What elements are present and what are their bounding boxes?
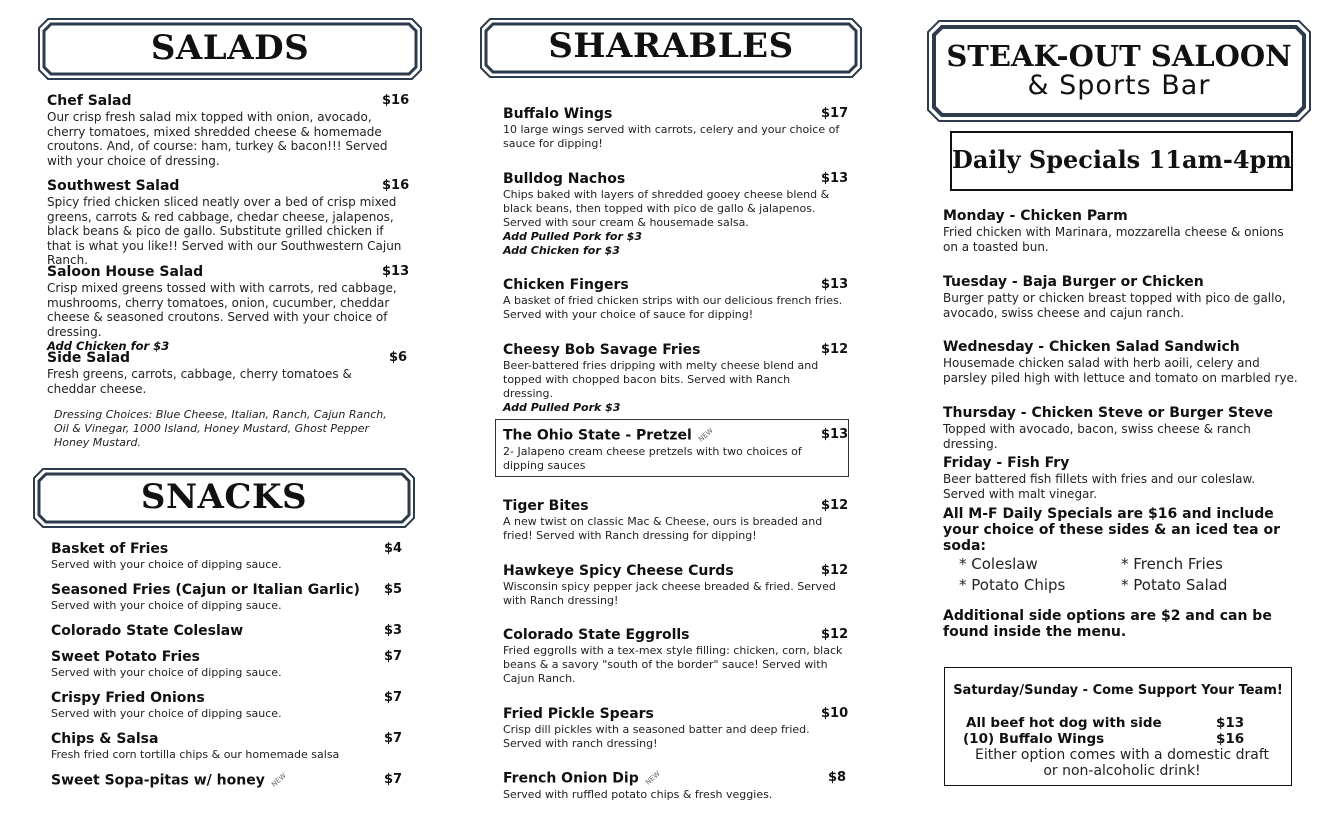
special-day-description: Fried chicken with Marinara, mozzarella cheese & onions on a toasted bun. bbox=[943, 225, 1284, 254]
special-day bbox=[943, 339, 1298, 386]
item-price: $12 bbox=[821, 342, 849, 357]
item-name: Hawkeye Spicy Cheese Curds bbox=[503, 563, 734, 579]
item-name: Chips & Salsa bbox=[51, 731, 159, 747]
item-price: $7 bbox=[384, 690, 403, 705]
item-name: Side Salad bbox=[47, 350, 131, 366]
item-name-text: The Ohio State - Pretzel bbox=[503, 427, 692, 444]
snack-item bbox=[51, 731, 401, 762]
item-name: Bulldog Nachos bbox=[503, 171, 626, 187]
special-day-description: Burger patty or chicken breast topped with pico de gallo, avocado, swiss cheese and cajun ranch. bbox=[943, 291, 1286, 320]
side-option: * Potato Salad bbox=[1121, 576, 1228, 594]
brand-banner bbox=[927, 20, 1311, 122]
special-day bbox=[943, 455, 1298, 502]
special-day bbox=[943, 208, 1298, 255]
special-day-title: Thursday - Chicken Steve or Burger Steve bbox=[943, 405, 1273, 421]
sharable-item bbox=[503, 171, 849, 258]
special-day bbox=[943, 274, 1298, 321]
item-name: Seasoned Fries (Cajun or Italian Garlic) bbox=[51, 582, 360, 598]
sharable-item bbox=[503, 426, 849, 473]
sharable-item bbox=[503, 769, 847, 802]
item-description: Served with your choice of dipping sauce. bbox=[51, 558, 282, 571]
item-name: Southwest Salad bbox=[47, 178, 180, 194]
sharable-item bbox=[503, 563, 849, 608]
item-addon: Add Pulled Pork $3 bbox=[503, 401, 621, 414]
item-description: Crisp mixed greens tossed with with carrots, red cabbage, mushrooms, cherry tomatoes, onion, cucumber, cheddar cheese & seasoned croutons. Served with your choice of dressing. bbox=[47, 281, 397, 339]
brand-name: STEAK-OUT SALOON bbox=[946, 39, 1292, 73]
item-description: Spicy fried chicken sliced neatly over a bed of crisp mixed greens, carrots & red cabbage, chedar cheese, jalapenos, black beans & pico de gallo. Substitute grilled chicken if that is what you like!! Served with our Southwestern Cajun Ranch. bbox=[47, 195, 402, 267]
item-description: Served with ruffled potato chips & fresh veggies. bbox=[503, 787, 773, 801]
item-price: $4 bbox=[384, 541, 403, 556]
item-name bbox=[51, 772, 401, 790]
item-addon: Add Chicken for $3 bbox=[503, 244, 620, 257]
new-badge: NEW bbox=[696, 426, 715, 444]
item-price: $13 bbox=[821, 427, 849, 442]
item-name bbox=[503, 770, 843, 788]
item-name-text: French Onion Dip bbox=[503, 770, 639, 787]
item-price: $3 bbox=[384, 623, 403, 638]
item-price: $17 bbox=[821, 106, 849, 121]
item-description: Served with your choice of dipping sauce. bbox=[51, 707, 282, 720]
item-name: Colorado State Eggrolls bbox=[503, 627, 690, 643]
snack-item bbox=[51, 541, 401, 572]
sharable-item bbox=[503, 706, 849, 751]
weekend-item-price: $16 bbox=[1216, 731, 1245, 747]
weekend-item bbox=[963, 731, 1263, 747]
salads-banner bbox=[38, 18, 422, 80]
weekend-item-name: (10) Buffalo Wings bbox=[963, 731, 1105, 747]
item-description: A basket of fried chicken strips with our delicious french fries. Served with your choice of sauce for dipping! bbox=[503, 294, 843, 321]
sharable-item bbox=[503, 277, 849, 322]
item-price: $6 bbox=[389, 350, 408, 365]
salad-item bbox=[47, 178, 410, 268]
item-description: 10 large wings served with carrots, celery and your choice of sauce for dipping! bbox=[503, 123, 840, 150]
item-price: $7 bbox=[384, 731, 403, 746]
item-name: Colorado State Coleslaw bbox=[51, 623, 244, 639]
special-day-title: Friday - Fish Fry bbox=[943, 455, 1070, 471]
sharable-item bbox=[503, 627, 849, 686]
item-description: Chips baked with layers of shredded gooey cheese blend & black beans, then topped with pico de gallo & jalapenos. Served with sour cream & housemade salsa. bbox=[503, 188, 830, 229]
special-day-description: Beer battered fish fillets with fries and our coleslaw. Served with malt vinegar. bbox=[943, 472, 1256, 501]
item-description: A new twist on classic Mac & Cheese, ours is breaded and fried! Served with Ranch dressing for dipping! bbox=[503, 515, 823, 542]
sharable-item bbox=[503, 106, 849, 151]
item-name: Basket of Fries bbox=[51, 541, 169, 557]
sharable-item bbox=[503, 498, 849, 543]
item-name-text: Sweet Sopa-pitas w/ honey bbox=[51, 772, 265, 789]
sharables-banner bbox=[480, 18, 862, 78]
sharable-item bbox=[503, 342, 849, 415]
snack-item bbox=[51, 649, 401, 680]
sharables-title: SHARABLES bbox=[548, 26, 794, 66]
weekend-title: Saturday/Sunday - Come Support Your Team! bbox=[953, 683, 1283, 698]
snacks-title: SNACKS bbox=[140, 477, 308, 517]
item-price: $8 bbox=[828, 770, 847, 785]
item-description: Served with your choice of dipping sauce. bbox=[51, 599, 282, 612]
item-name: Buffalo Wings bbox=[503, 106, 613, 122]
dressing-choices: Dressing Choices: Blue Cheese, Italian, Ranch, Cajun Ranch, Oil & Vinegar, 1000 Island, Honey Mustard, Ghost Pepper Honey Mustard. bbox=[54, 408, 387, 449]
salad-item bbox=[47, 264, 410, 353]
item-name: Cheesy Bob Savage Fries bbox=[503, 342, 701, 358]
item-name: Chef Salad bbox=[47, 93, 132, 109]
side-option: * Potato Chips bbox=[959, 576, 1066, 594]
weekend-note: Either option comes with a domestic draft or non-alcoholic drink! bbox=[975, 747, 1269, 779]
item-description: 2- Jalapeno cream cheese pretzels with two choices of dipping sauces bbox=[503, 444, 802, 472]
snack-item bbox=[51, 582, 401, 613]
item-price: $13 bbox=[821, 171, 849, 186]
salad-item bbox=[47, 350, 407, 396]
snacks-banner bbox=[33, 468, 415, 528]
salads-title: SALADS bbox=[150, 28, 310, 68]
item-description: Fresh fried corn tortilla chips & our homemade salsa bbox=[51, 748, 340, 761]
item-price: $7 bbox=[384, 649, 403, 664]
new-badge: NEW bbox=[643, 769, 662, 787]
additional-sides-note: Additional side options are $2 and can be found inside the menu. bbox=[943, 608, 1272, 640]
item-description: Fried eggrolls with a tex-mex style filling: chicken, corn, black beans & a savory "south of the border" sauce! Served with Cajun Ranch. bbox=[503, 644, 843, 685]
item-description: Served with your choice of dipping sauce. bbox=[51, 666, 282, 679]
daily-specials-header bbox=[950, 131, 1293, 191]
special-day bbox=[943, 405, 1298, 452]
brand-subtitle: & Sports Bar bbox=[1027, 70, 1211, 101]
special-day-title: Wednesday - Chicken Salad Sandwich bbox=[943, 339, 1240, 355]
special-day-description: Housemade chicken salad with herb aoili, celery and parsley piled high with lettuce and tomato on marbled rye. bbox=[943, 356, 1298, 385]
item-name bbox=[503, 427, 843, 445]
weekend-box bbox=[944, 667, 1292, 786]
item-addon: Add Pulled Pork for $3 bbox=[503, 230, 643, 243]
item-price: $5 bbox=[384, 582, 403, 597]
item-price: $13 bbox=[382, 264, 410, 279]
item-price: $12 bbox=[821, 498, 849, 513]
item-price: $16 bbox=[382, 178, 410, 193]
side-option: * French Fries bbox=[1121, 555, 1223, 573]
special-day-title: Tuesday - Baja Burger or Chicken bbox=[943, 274, 1204, 290]
item-price: $13 bbox=[821, 277, 849, 292]
weekend-item-price: $13 bbox=[1216, 715, 1245, 731]
item-addon: Add Chicken for $3 bbox=[47, 339, 170, 353]
item-description: Fresh greens, carrots, cabbage, cherry tomatoes & cheddar cheese. bbox=[47, 367, 352, 396]
snack-item bbox=[51, 772, 401, 790]
item-name: Tiger Bites bbox=[503, 498, 589, 514]
item-description: Wisconsin spicy pepper jack cheese breaded & fried. Served with Ranch dressing! bbox=[503, 580, 836, 607]
item-price: $12 bbox=[821, 627, 849, 642]
item-name: Saloon House Salad bbox=[47, 264, 204, 280]
item-price: $16 bbox=[382, 93, 410, 108]
special-day-title: Monday - Chicken Parm bbox=[943, 208, 1128, 224]
item-price: $12 bbox=[821, 563, 849, 578]
item-description: Crisp dill pickles with a seasoned batter and deep fried. Served with ranch dressing! bbox=[503, 723, 810, 750]
weekend-item-name: All beef hot dog with side bbox=[966, 715, 1162, 731]
item-name: Chicken Fingers bbox=[503, 277, 629, 293]
salad-item bbox=[47, 93, 410, 168]
side-option: * Coleslaw bbox=[959, 555, 1038, 573]
item-description: Our crisp fresh salad mix topped with onion, avocado, cherry tomatoes, mixed shredded cheese & homemade croutons. And, of course: ham, turkey & bacon!!! Served with your choice of dressing. bbox=[47, 110, 388, 168]
snack-item bbox=[51, 623, 401, 640]
specials-note: All M-F Daily Specials are $16 and include your choice of these sides & an iced tea or soda: bbox=[943, 506, 1281, 554]
weekend-item bbox=[966, 715, 1266, 731]
item-price: $7 bbox=[384, 772, 403, 787]
item-price: $10 bbox=[821, 706, 849, 721]
item-description: Beer-battered fries dripping with melty cheese blend and topped with chopped bacon bits. Served with Ranch dressing. bbox=[503, 359, 819, 400]
item-name: Fried Pickle Spears bbox=[503, 706, 654, 722]
item-name: Sweet Potato Fries bbox=[51, 649, 200, 665]
snack-item bbox=[51, 690, 401, 721]
new-badge: NEW bbox=[269, 771, 288, 789]
item-name: Crispy Fried Onions bbox=[51, 690, 205, 706]
daily-specials-title: Daily Specials 11am-4pm bbox=[952, 145, 1292, 174]
special-day-description: Topped with avocado, bacon, swiss cheese & ranch dressing. bbox=[943, 422, 1251, 451]
